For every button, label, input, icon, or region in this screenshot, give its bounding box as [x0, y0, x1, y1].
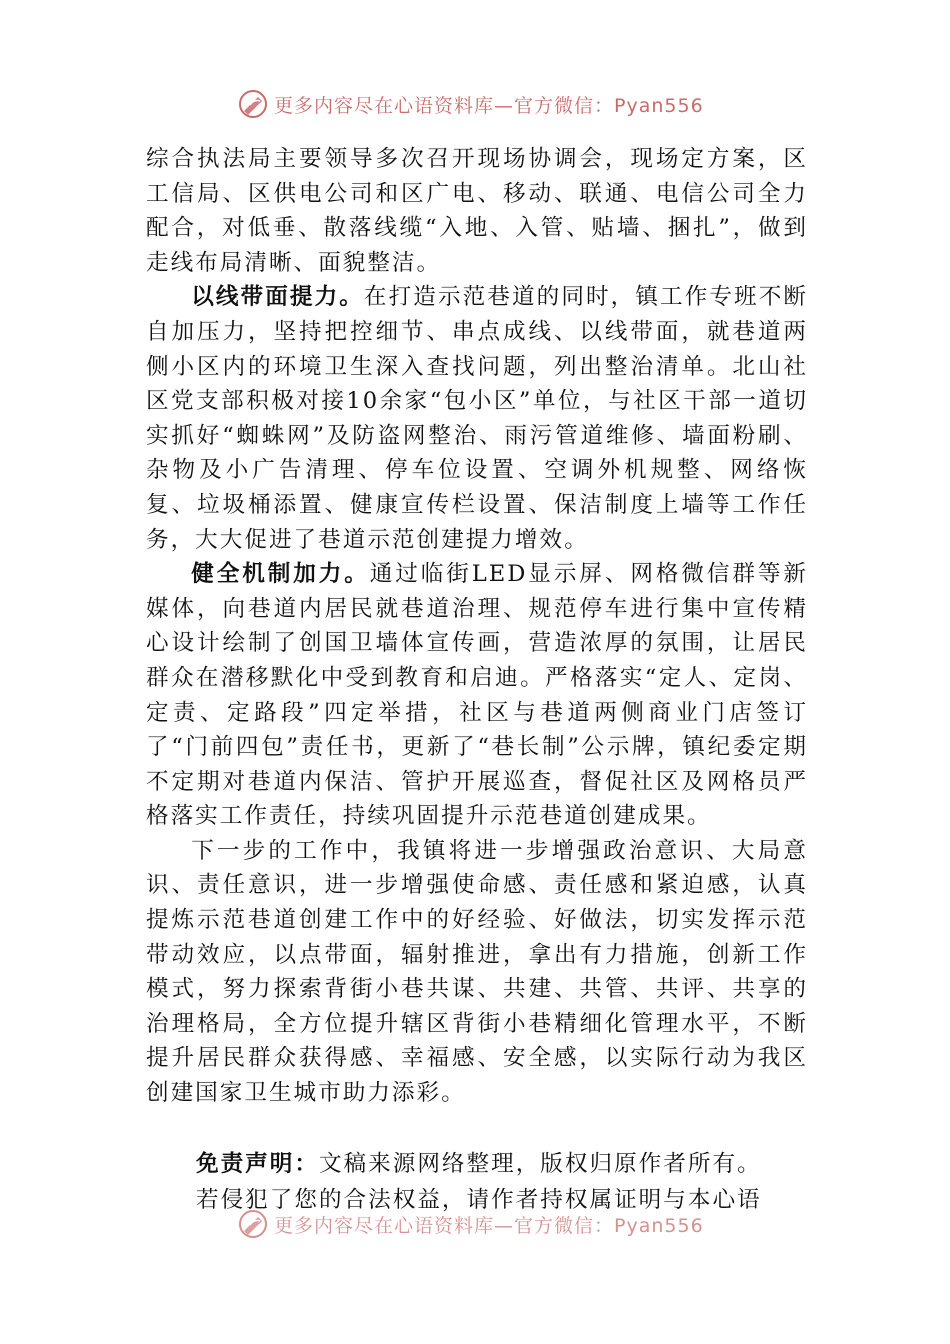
- watermark-footer: [236, 1206, 704, 1242]
- paragraph-4-text: 下一步的工作中，我镇将进一步增强政治意识、大局意识、责任意识，进一步增强使命感、责任感和紧迫感，认真提炼示范巷道创建工作中的好经验、好做法，切实发挥示范带动效应，以点带面，辐射推进，拿出有力措施，创新工作模式，努力探索背街小巷共谋、共建、共管、共评、共享的治理格局，全方位提升辖区背街小巷精细化管理水平，不断提升居民群众获得感、幸福感、安全感，以实际行动为我区创建国家卫生城市助力添彩。: [146, 837, 808, 1107]
- paragraph-1: [146, 142, 808, 280]
- disclaimer-text-1: 文稿来源网络整理，版权归原作者所有。: [318, 1151, 762, 1177]
- disclaimer-label: 免责声明：: [196, 1151, 319, 1177]
- disclaimer-line-2: 若侵犯了您的合法权益，请作者持权属证明与本心语: [196, 1187, 762, 1213]
- paragraph-2-heading: 以线带面提力。: [191, 284, 364, 311]
- paragraph-3: [146, 557, 808, 834]
- watermark-footer-text: 更多内容尽在心语资料库—官方微信：Pyan556: [274, 1214, 704, 1237]
- paragraph-2-text: 在打造示范巷道的同时，镇工作专班不断自加压力，坚持把控细节、串点成线、以线带面，就巷道两侧小区内的环境卫生深入查找问题，列出整治清单。北山社区党支部积极对接10余家“包小区”单位，与社区干部一道切实抓好“蜘蛛网”及防盗网整治、雨污管道维修、墙面粉刷、杂物及小广告清理、停车位设置、空调外机规整、网络恢复、垃圾桶添置、健康宣传栏设置、保洁制度上墙等工作任务，大大促进了巷道示范创建提力增效。: [146, 284, 809, 553]
- document-body: [146, 142, 808, 1111]
- paragraph-4: [146, 834, 808, 1111]
- watermark-text: 更多内容尽在心语资料库—官方微信：Pyan556: [274, 94, 704, 117]
- paragraph-3-text: 通过临街LED显示屏、网格微信群等新媒体，向巷道内居民就巷道治理、规范停车进行集中宣传精心设计绘制了创国卫墙体宣传画，营造浓厚的氛围，让居民群众在潜移默化中受到教育和启迪。严格落实“定人、定岗、定责、定路段”四定举措，社区与巷道两侧商业门店签订了“门前四包”责任书，更新了“巷长制”公示牌，镇纪委定期不定期对巷道内保洁、管护开展巡查，督促社区及网格员严格落实工作责任，持续巩固提升示范巷道创建成果。: [146, 561, 808, 830]
- disclaimer-line-1: [196, 1146, 808, 1182]
- paragraph-3-heading: 健全机制加力。: [191, 561, 370, 588]
- pen-logo-icon: [236, 1207, 270, 1241]
- watermark-header: [236, 86, 704, 122]
- paragraph-1-text: 综合执法局主要领导多次召开现场协调会，现场定方案，区工信局、区供电公司和区广电、移动、联通、电信公司全力配合，对低垂、散落线缆“入地、入管、贴墙、捆扎”，做到走线布局清晰、面貌整洁。: [146, 146, 808, 276]
- paragraph-2: [146, 280, 808, 557]
- pen-logo-icon: [236, 87, 270, 121]
